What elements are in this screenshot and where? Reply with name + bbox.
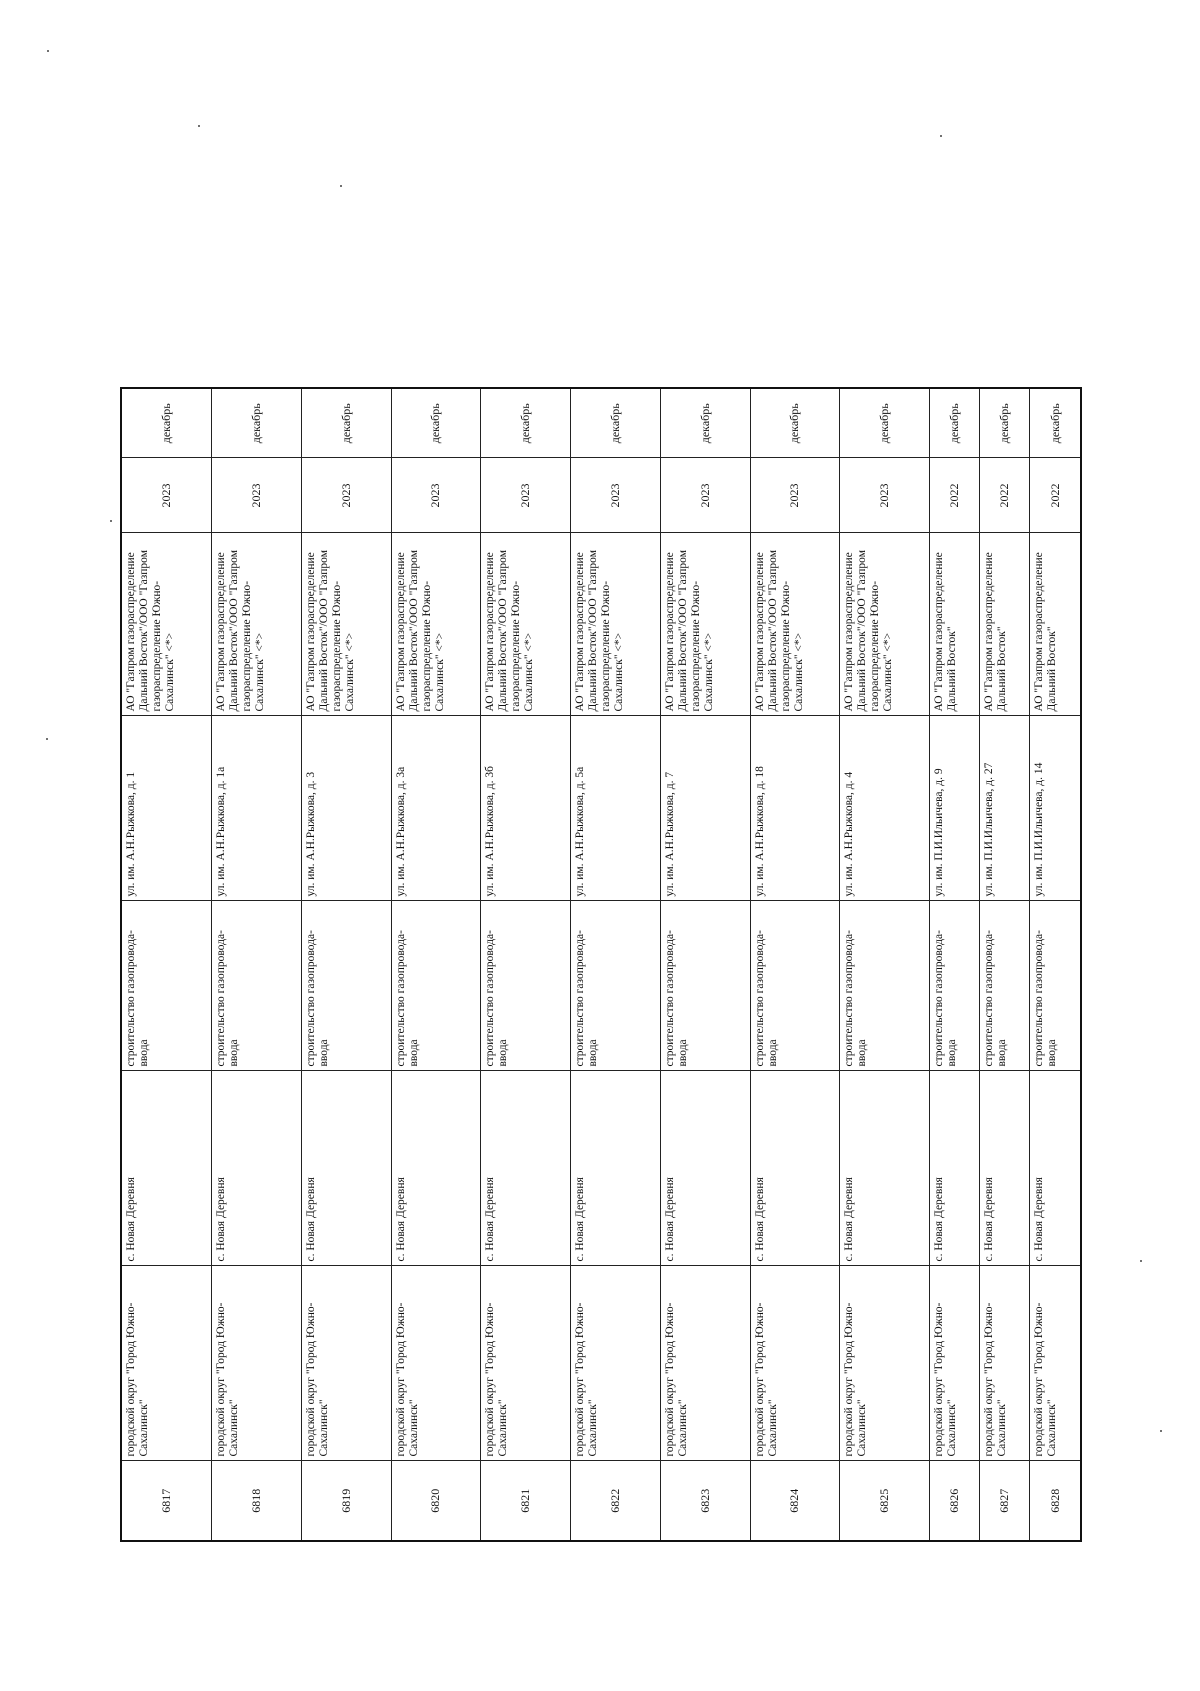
- table-row: [980, 388, 1030, 1541]
- row-number: 6824: [750, 1461, 840, 1541]
- address-cell: ул. им. А.Н.Рыжкова, д. 5а: [571, 716, 661, 901]
- address-cell: ул. им. А.Н.Рыжкова, д. 3: [301, 716, 391, 901]
- month-cell: декабрь: [212, 388, 302, 458]
- scan-speck: [940, 135, 942, 137]
- year-cell: 2022: [980, 458, 1030, 533]
- district-cell: городской округ "Город Южно-Сахалинск": [840, 1266, 930, 1461]
- organization-cell: АО "Газпром газораспределение Дальний Восток"/ООО "Газпром газораспределение Южно-Сахалинск" <*>: [660, 533, 750, 716]
- table-body: [121, 388, 1081, 1541]
- district-cell: городской округ "Город Южно-Сахалинск": [930, 1266, 980, 1461]
- row-number: 6825: [840, 1461, 930, 1541]
- address-cell: ул. им. А.Н.Рыжкова, д. 1: [121, 716, 212, 901]
- month-cell: декабрь: [750, 388, 840, 458]
- settlement-cell: с. Новая Деревня: [980, 1071, 1030, 1266]
- table-row: [571, 388, 661, 1541]
- organization-cell: АО "Газпром газораспределение Дальний Восток"/ООО "Газпром газораспределение Южно-Сахалинск" <*>: [481, 533, 571, 716]
- address-cell: ул. им. П.И.Ильичева, д. 27: [980, 716, 1030, 901]
- settlement-cell: с. Новая Деревня: [571, 1071, 661, 1266]
- scan-speck: [340, 185, 342, 187]
- settlement-cell: с. Новая Деревня: [121, 1071, 212, 1266]
- table-row: [481, 388, 571, 1541]
- work-type-cell: строительство газопровода-ввода: [750, 901, 840, 1071]
- settlement-cell: с. Новая Деревня: [391, 1071, 481, 1266]
- district-cell: городской округ "Город Южно-Сахалинск": [750, 1266, 840, 1461]
- month-cell: декабрь: [1030, 388, 1081, 458]
- settlement-cell: с. Новая Деревня: [930, 1071, 980, 1266]
- table-row: [212, 388, 302, 1541]
- district-cell: городской округ "Город Южно-Сахалинск": [301, 1266, 391, 1461]
- work-type-cell: строительство газопровода-ввода: [121, 901, 212, 1071]
- table-row: [121, 388, 212, 1541]
- settlement-cell: с. Новая Деревня: [1030, 1071, 1081, 1266]
- settlement-cell: с. Новая Деревня: [301, 1071, 391, 1266]
- scan-speck: [198, 125, 200, 127]
- table-row: [660, 388, 750, 1541]
- settlement-cell: с. Новая Деревня: [212, 1071, 302, 1266]
- work-type-cell: строительство газопровода-ввода: [481, 901, 571, 1071]
- month-cell: декабрь: [121, 388, 212, 458]
- organization-cell: АО "Газпром газораспределение Дальний Восток"/ООО "Газпром газораспределение Южно-Сахалинск" <*>: [121, 533, 212, 716]
- organization-cell: АО "Газпром газораспределение Дальний Восток"/ООО "Газпром газораспределение Южно-Сахалинск" <*>: [750, 533, 840, 716]
- month-cell: декабрь: [840, 388, 930, 458]
- organization-cell: АО "Газпром газораспределение Дальний Восток"/ООО "Газпром газораспределение Южно-Сахалинск" <*>: [391, 533, 481, 716]
- month-cell: декабрь: [301, 388, 391, 458]
- year-cell: 2023: [840, 458, 930, 533]
- address-cell: ул. им. А.Н.Рыжкова, д. 1а: [212, 716, 302, 901]
- organization-cell: АО "Газпром газораспределение Дальний Восток"/ООО "Газпром газораспределение Южно-Сахалинск" <*>: [840, 533, 930, 716]
- scan-speck: [1140, 1260, 1142, 1262]
- year-cell: 2023: [301, 458, 391, 533]
- work-type-cell: строительство газопровода-ввода: [1030, 901, 1081, 1071]
- settlement-cell: с. Новая Деревня: [660, 1071, 750, 1266]
- gasification-schedule-table: [120, 387, 1082, 1542]
- row-number: 6826: [930, 1461, 980, 1541]
- year-cell: 2023: [391, 458, 481, 533]
- row-number: 6820: [391, 1461, 481, 1541]
- settlement-cell: с. Новая Деревня: [481, 1071, 571, 1266]
- organization-cell: АО "Газпром газораспределение Дальний Восток": [980, 533, 1030, 716]
- organization-cell: АО "Газпром газораспределение Дальний Восток"/ООО "Газпром газораспределение Южно-Сахалинск" <*>: [212, 533, 302, 716]
- scan-speck: [47, 50, 49, 52]
- address-cell: ул. им. А.Н.Рыжкова, д. 7: [660, 716, 750, 901]
- year-cell: 2023: [571, 458, 661, 533]
- year-cell: 2023: [121, 458, 212, 533]
- table-row: [301, 388, 391, 1541]
- district-cell: городской округ "Город Южно-Сахалинск": [481, 1266, 571, 1461]
- month-cell: декабрь: [930, 388, 980, 458]
- work-type-cell: строительство газопровода-ввода: [301, 901, 391, 1071]
- district-cell: городской округ "Город Южно-Сахалинск": [980, 1266, 1030, 1461]
- district-cell: городской округ "Город Южно-Сахалинск": [1030, 1266, 1081, 1461]
- row-number: 6823: [660, 1461, 750, 1541]
- scan-speck: [46, 738, 48, 740]
- work-type-cell: строительство газопровода-ввода: [840, 901, 930, 1071]
- address-cell: ул. им. П.И.Ильичева, д. 9: [930, 716, 980, 901]
- row-number: 6822: [571, 1461, 661, 1541]
- settlement-cell: с. Новая Деревня: [840, 1071, 930, 1266]
- district-cell: городской округ "Город Южно-Сахалинск": [212, 1266, 302, 1461]
- row-number: 6827: [980, 1461, 1030, 1541]
- year-cell: 2022: [1030, 458, 1081, 533]
- row-number: 6817: [121, 1461, 212, 1541]
- year-cell: 2022: [930, 458, 980, 533]
- address-cell: ул. им. А.Н.Рыжкова, д. 4: [840, 716, 930, 901]
- month-cell: декабрь: [481, 388, 571, 458]
- organization-cell: АО "Газпром газораспределение Дальний Восток": [1030, 533, 1081, 716]
- organization-cell: АО "Газпром газораспределение Дальний Восток": [930, 533, 980, 716]
- year-cell: 2023: [481, 458, 571, 533]
- month-cell: декабрь: [571, 388, 661, 458]
- work-type-cell: строительство газопровода-ввода: [571, 901, 661, 1071]
- year-cell: 2023: [212, 458, 302, 533]
- row-number: 6828: [1030, 1461, 1081, 1541]
- work-type-cell: строительство газопровода-ввода: [391, 901, 481, 1071]
- district-cell: городской округ "Город Южно-Сахалинск": [660, 1266, 750, 1461]
- month-cell: декабрь: [660, 388, 750, 458]
- rotated-table-container: [120, 389, 1082, 1542]
- table-row: [1030, 388, 1081, 1541]
- work-type-cell: строительство газопровода-ввода: [212, 901, 302, 1071]
- row-number: 6818: [212, 1461, 302, 1541]
- scan-speck: [110, 520, 112, 522]
- row-number: 6819: [301, 1461, 391, 1541]
- district-cell: городской округ "Город Южно-Сахалинск": [391, 1266, 481, 1461]
- district-cell: городской округ "Город Южно-Сахалинск": [571, 1266, 661, 1461]
- year-cell: 2023: [750, 458, 840, 533]
- settlement-cell: с. Новая Деревня: [750, 1071, 840, 1266]
- address-cell: ул. им. А.Н.Рыжкова, д. 3а: [391, 716, 481, 901]
- year-cell: 2023: [660, 458, 750, 533]
- district-cell: городской округ "Город Южно-Сахалинск": [121, 1266, 212, 1461]
- address-cell: ул. им. А.Н.Рыжкова, д. 3б: [481, 716, 571, 901]
- month-cell: декабрь: [980, 388, 1030, 458]
- address-cell: ул. им. А.Н.Рыжкова, д. 18: [750, 716, 840, 901]
- table-row: [750, 388, 840, 1541]
- scan-speck: [1160, 1430, 1162, 1432]
- address-cell: ул. им. П.И.Ильичева, д. 14: [1030, 716, 1081, 901]
- table-row: [840, 388, 930, 1541]
- work-type-cell: строительство газопровода-ввода: [980, 901, 1030, 1071]
- organization-cell: АО "Газпром газораспределение Дальний Восток"/ООО "Газпром газораспределение Южно-Сахалинск" <*>: [301, 533, 391, 716]
- month-cell: декабрь: [391, 388, 481, 458]
- table-row: [391, 388, 481, 1541]
- table-row: [930, 388, 980, 1541]
- row-number: 6821: [481, 1461, 571, 1541]
- work-type-cell: строительство газопровода-ввода: [930, 901, 980, 1071]
- organization-cell: АО "Газпром газораспределение Дальний Восток"/ООО "Газпром газораспределение Южно-Сахалинск" <*>: [571, 533, 661, 716]
- work-type-cell: строительство газопровода-ввода: [660, 901, 750, 1071]
